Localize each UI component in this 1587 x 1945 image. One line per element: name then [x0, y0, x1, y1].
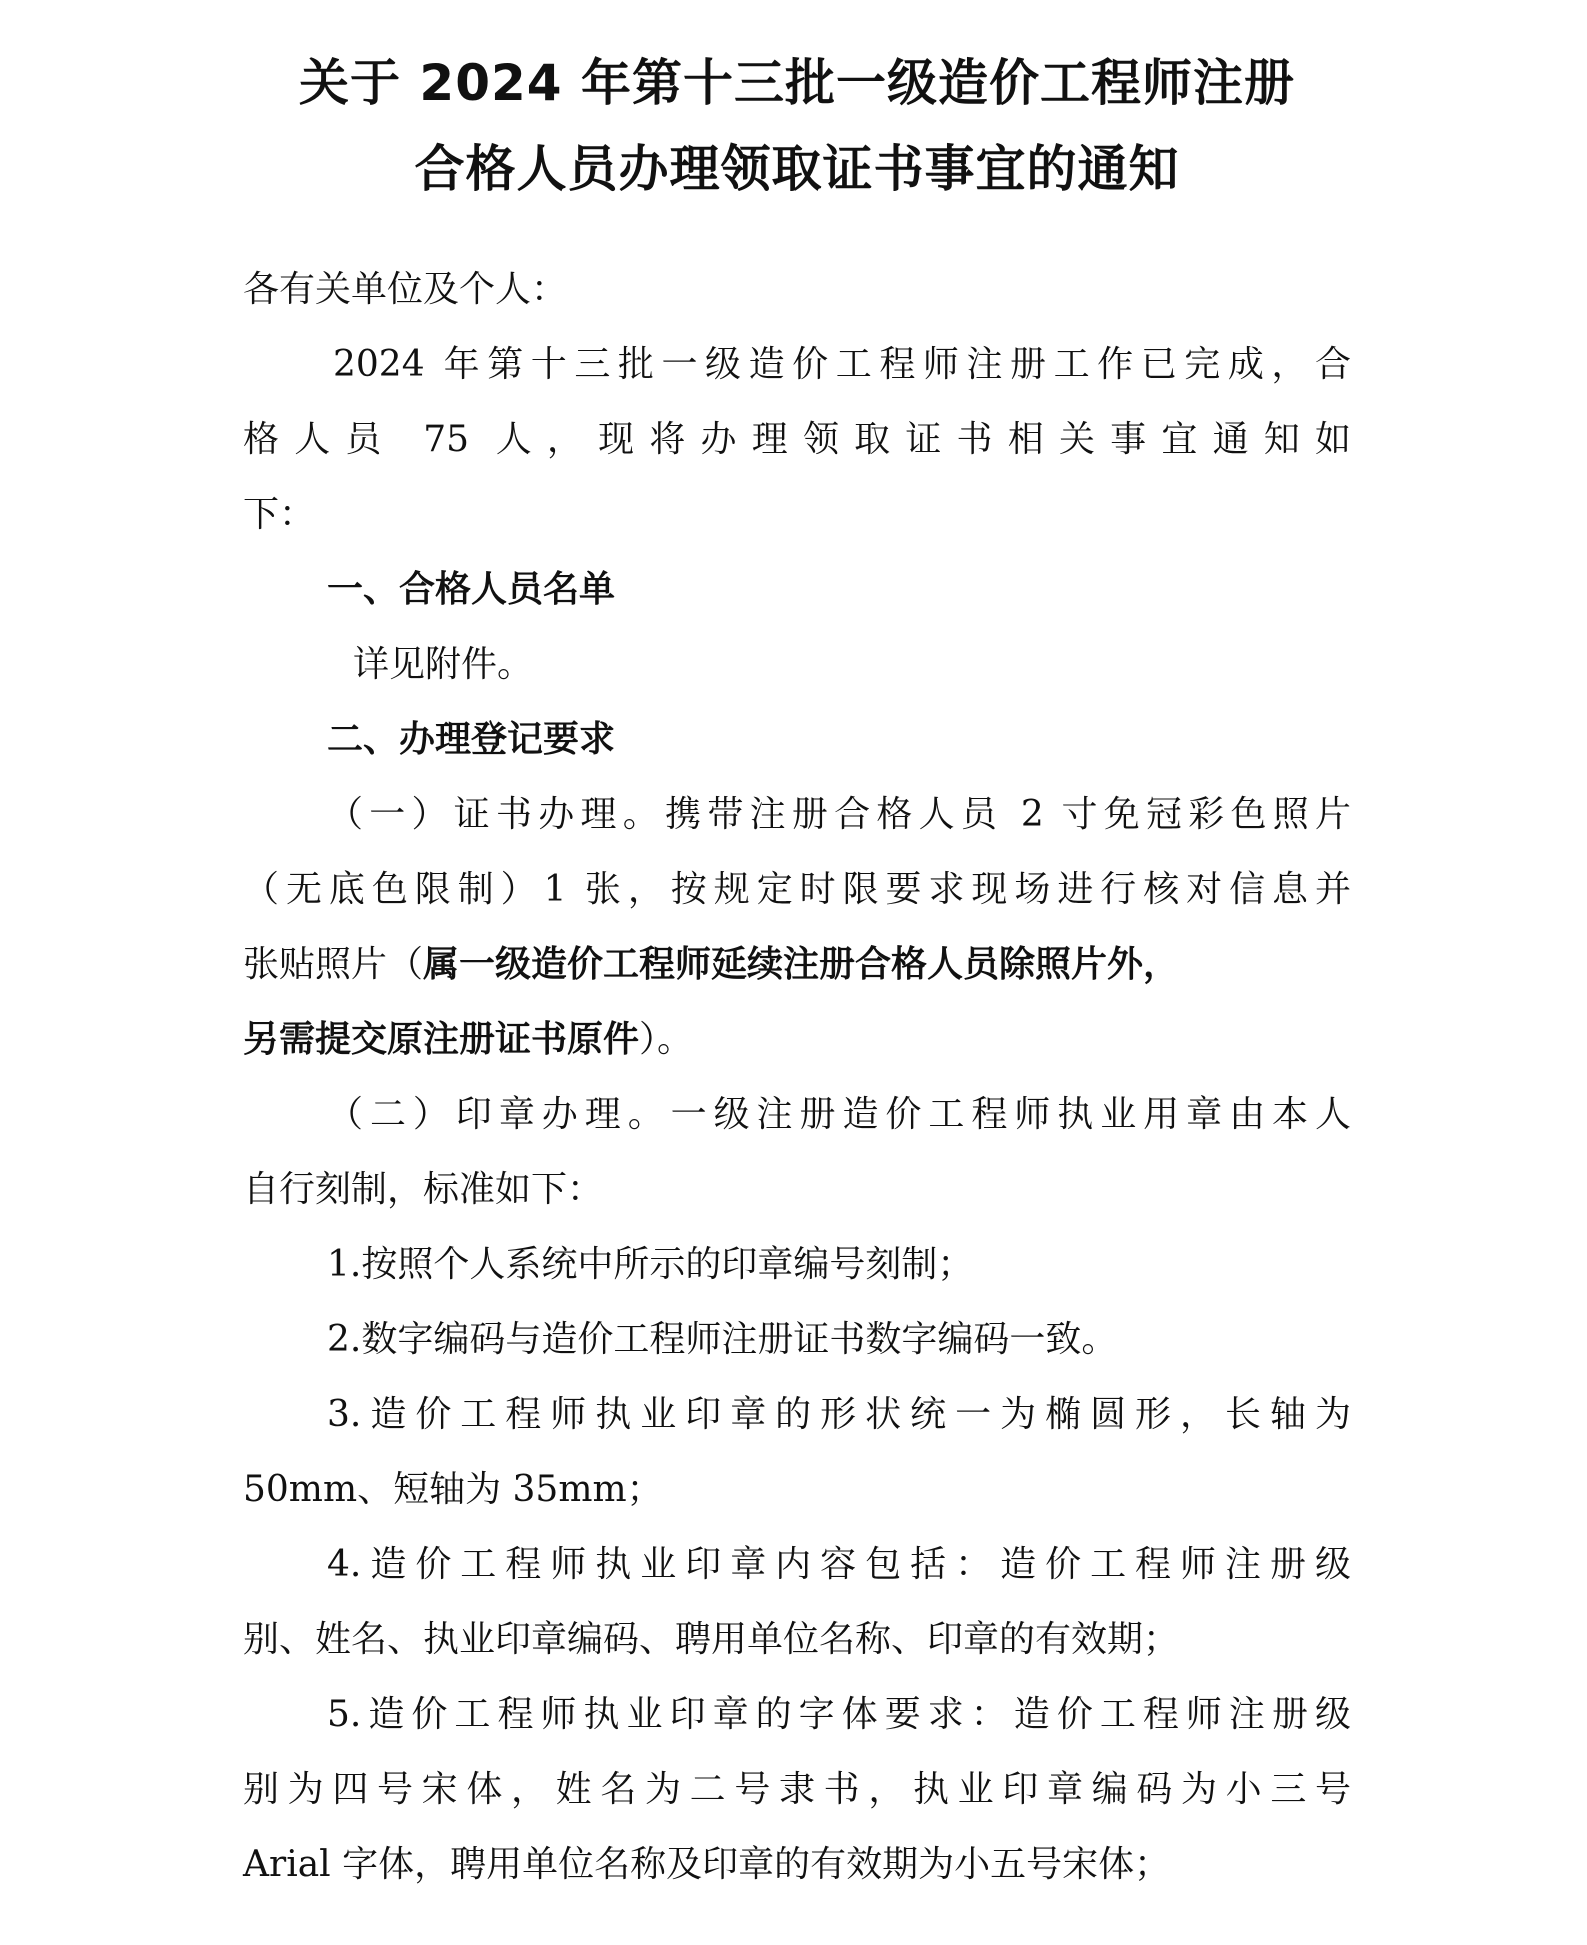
section-1-heading: 一、合格人员名单	[327, 569, 616, 610]
section-1-body: 详见附件。	[353, 644, 534, 685]
point-2: 2.数字编码与造价工程师注册证书数字编码一致。	[327, 1319, 1118, 1360]
point-3-line-2: 50mm、短轴为 35mm；	[243, 1469, 663, 1510]
item-1-line-4-bold: 另需提交原注册证书原件	[243, 1019, 640, 1060]
item-1-line-2: （无底色限制）1 张，按规定时限要求现场进行核对信息并	[243, 869, 1351, 910]
point-4-line-1: 4.造价工程师执业印章内容包括：造价工程师注册级	[327, 1544, 1351, 1585]
point-3-line-1: 3.造价工程师执业印章的形状统一为椭圆形，长轴为	[327, 1394, 1351, 1435]
point-5-line-1: 5.造价工程师执业印章的字体要求：造价工程师注册级	[327, 1694, 1351, 1735]
point-4-line-2: 别、姓名、执业印章编码、聘用单位名称、印章的有效期；	[243, 1619, 1180, 1660]
intro-line-3: 下：	[243, 494, 316, 535]
item-1-line-4	[243, 1002, 1351, 1077]
intro-line-2: 格人员 75 人，现将办理领取证书相关事宜通知如	[243, 419, 1351, 460]
salutation: 各有关单位及个人：	[243, 269, 568, 310]
point-5-line-2: 别为四号宋体，姓名为二号隶书，执业印章编码为小三号	[243, 1769, 1351, 1810]
title-line-2: 合格人员办理领取证书事宜的通知	[414, 140, 1180, 198]
title-line-1: 关于 2024 年第十三批一级造价工程师注册	[299, 54, 1295, 112]
section-2-heading: 二、办理登记要求	[327, 719, 616, 760]
item-1-line-4-normal: ）。	[639, 1019, 694, 1060]
notice-title	[243, 40, 1351, 212]
item-1-line-1: （一）证书办理。携带注册合格人员 2 寸免冠彩色照片	[327, 794, 1351, 835]
item-1-line-3-normal: 张贴照片（	[243, 944, 424, 985]
item-2-line-1: （二）印章办理。一级注册造价工程师执业用章由本人	[327, 1094, 1351, 1135]
notice-document	[243, 40, 1351, 1902]
intro-line-1: 2024 年第十三批一级造价工程师注册工作已完成，合	[333, 344, 1351, 385]
point-5-line-3: Arial 字体，聘用单位名称及印章的有效期为小五号宋体；	[243, 1844, 1171, 1885]
point-1: 1.按照个人系统中所示的印章编号刻制；	[327, 1244, 974, 1285]
item-2-line-2: 自行刻制，标准如下：	[243, 1169, 604, 1210]
item-1-line-3-bold: 属一级造价工程师延续注册合格人员除照片外，	[423, 944, 1180, 985]
item-1-line-3	[243, 927, 1351, 1002]
